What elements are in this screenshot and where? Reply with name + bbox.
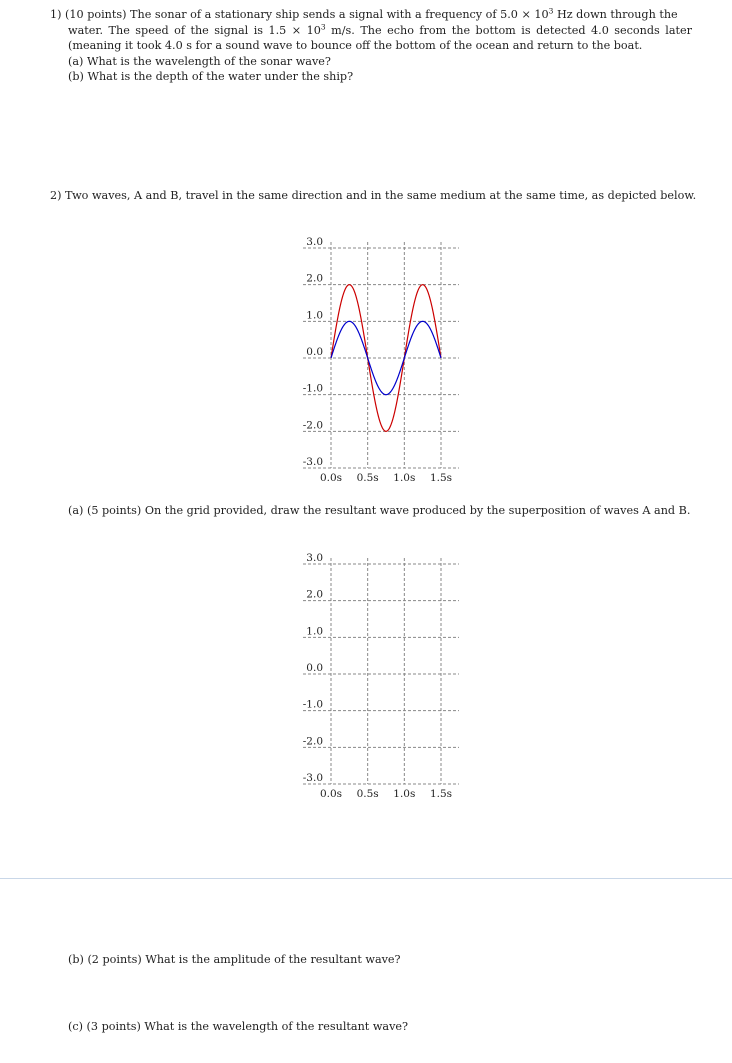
- chart-1-xtick: 0.0s: [319, 472, 343, 483]
- chart-2-ytick: 0.0: [306, 662, 323, 674]
- chart-1-ytick: 3.0: [306, 236, 323, 248]
- question-1-line-1: 1) (10 points) The sonar of a stationary ship sends a signal with a frequency of $5.0 \times 10^3$ Hz down through the: [50, 6, 678, 21]
- question-2-text: Two waves, A and B, travel in the same direction and in the same medium at the same time, as depicted below.: [65, 189, 697, 202]
- question-2-part-c: (c) (3 points) What is the wavelength of the resultant wave?: [68, 1020, 409, 1033]
- chart-2-ytick: -2.0: [302, 735, 323, 748]
- question-2: 2) Two waves, A and B, travel in the same direction and in the same medium at the same time, as depicted below.: [50, 189, 697, 202]
- wave-graph-blank[interactable]: [295, 544, 465, 799]
- page-separator: [0, 878, 732, 879]
- question-2-part-b: (b) (2 points) What is the amplitude of the resultant wave?: [68, 953, 401, 966]
- wave-graph-blank-svg[interactable]: [295, 544, 465, 799]
- wave-graph-given: [295, 228, 465, 483]
- question-1: [50, 7, 692, 85]
- question-2-part-a: (a) (5 points) On the grid provided, draw the resultant wave produced by the superposition of waves A and B.: [68, 504, 691, 517]
- chart-1-ytick: -2.0: [302, 419, 323, 432]
- chart-2-ytick: 3.0: [306, 552, 323, 564]
- chart-2-xtick: 0.0s: [319, 788, 343, 799]
- question-1-line-2: water. The speed of the signal is $1.5 \times 10^3$ m/s. The echo from the bottom is detected 4.0 seconds later: [68, 21, 692, 37]
- chart-1-xtick: 1.0s: [393, 472, 416, 483]
- chart-1-ytick: 2.0: [306, 272, 323, 285]
- chart-1-xtick: 1.5s: [429, 472, 453, 483]
- chart-2-ytick: -1.0: [302, 698, 323, 711]
- chart-2-xtick: 0.5s: [356, 788, 379, 799]
- question-1-part-b: (b) What is the depth of the water under the ship?: [68, 70, 354, 83]
- chart-2-xtick: 1.0s: [393, 788, 416, 799]
- wave-graph-given-svg: [295, 228, 465, 483]
- chart-2-ytick: -3.0: [302, 772, 323, 784]
- chart-1-ytick: 1.0: [306, 309, 323, 322]
- chart-1-ytick: 0.0: [306, 346, 323, 358]
- chart-1-xtick: 0.5s: [356, 472, 379, 483]
- question-1-part-a: (a) What is the wavelength of the sonar wave?: [68, 54, 331, 68]
- chart-2-ytick: 1.0: [306, 625, 323, 638]
- chart-2-xtick: 1.5s: [429, 788, 453, 799]
- question-1-line-3: (meaning it took 4.0 s for a sound wave to bounce off the bottom of the ocean and return to the boat.: [68, 39, 643, 52]
- chart-1-ytick: -3.0: [302, 456, 323, 468]
- chart-2-ytick: 2.0: [306, 588, 323, 601]
- chart-1-ytick: -1.0: [302, 382, 323, 395]
